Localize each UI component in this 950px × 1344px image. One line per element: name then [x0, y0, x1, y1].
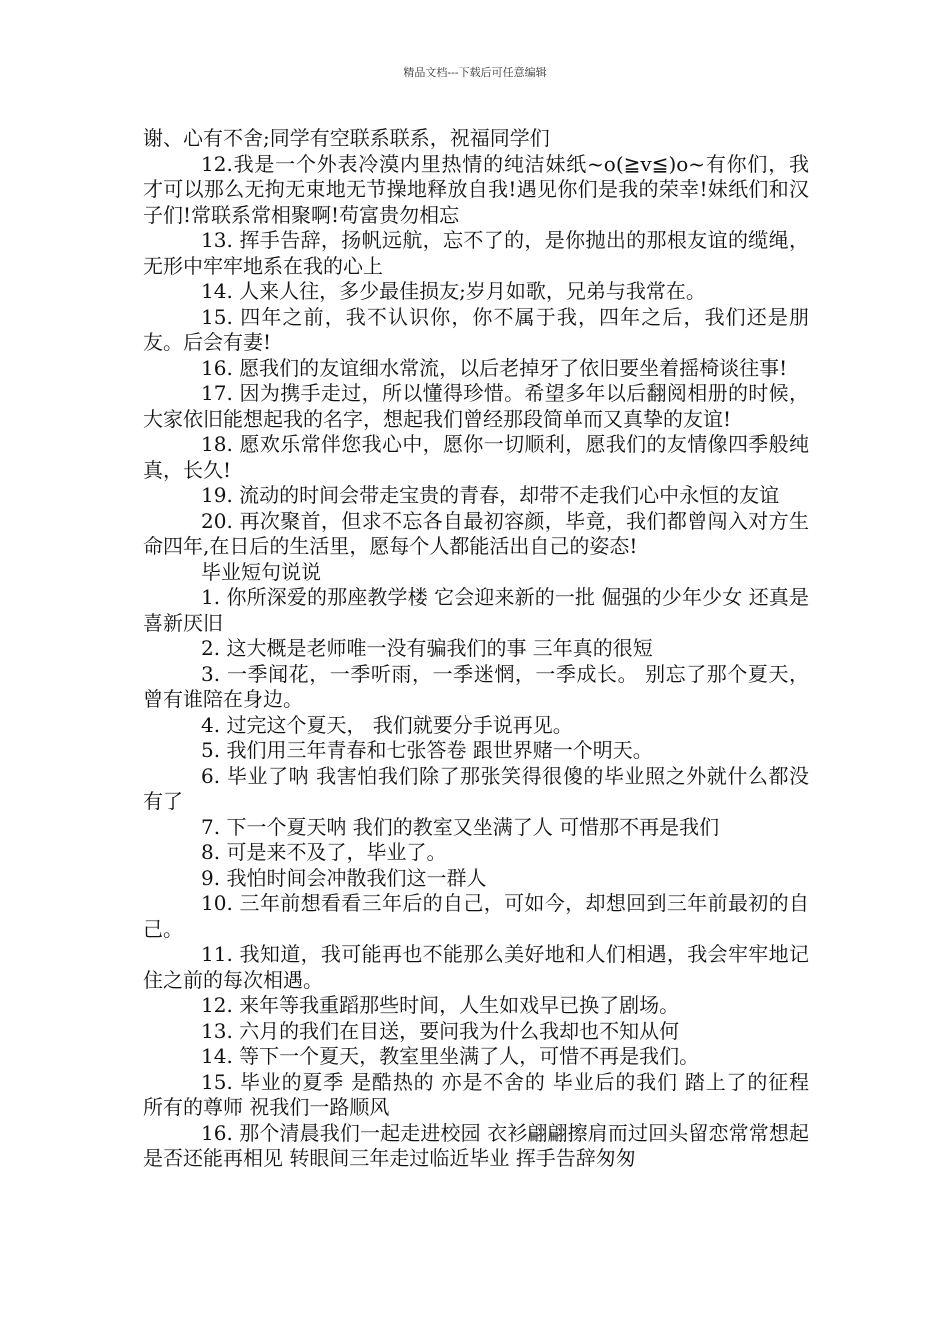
paragraph-6: 17. 因为携手走过，所以懂得珍惜。希望多年以后翻阅相册的时候，大家依旧能想起我的名字，想起我们曾经那段简单而又真挚的友谊!: [143, 381, 809, 431]
paragraph-17: 7. 下一个夏天呐 我们的教室又坐满了人 可惜那不再是我们: [201, 814, 720, 839]
paragraph-21: 11. 我知道，我可能再也不能那么美好地和人们相遇，我会牢牢地记住之前的每次相遇。: [143, 942, 809, 992]
paragraph-3: 14. 人来人往，多少最佳损友;岁月如歌，兄弟与我常在。: [201, 279, 706, 303]
paragraph-23: 13. 六月的我们在目送，要问我为什么我却也不知从何: [201, 1018, 680, 1043]
page-header: 精品文档---下载后可任意编辑: [403, 66, 547, 79]
paragraph-24: 14. 等下一个夏天，教室里坐满了人，可惜不再是我们。: [201, 1044, 700, 1068]
paragraph-12: 2. 这大概是老师唯一没有骗我们的事 三年真的很短: [201, 636, 653, 660]
paragraph-11: 1. 你所深爱的那座教学楼 它会迎来新的一批 倔强的少年少女 还真是 喜新厌旧: [143, 585, 809, 635]
paragraph-20: 10. 三年前想看看三年后的自己，可如今，却想回到三年前最初的自己。: [143, 891, 809, 941]
paragraph-1: 12.我是一个外表冷漠内里热情的纯洁妹纸~o(≧v≦)o~有你们，我才可以那么无拘无束地无节操地释放自我!遇见你们是我的荣幸!妹纸们和汉子们!常联系常相聚啊!苟富贵勿相忘: [143, 151, 809, 227]
document-body: [143, 126, 809, 1172]
paragraph-15: 5. 我们用三年青春和七张答卷 跟世界赌一个明天。: [201, 738, 653, 762]
paragraph-22: 12. 来年等我重蹈那些时间，人生如戏早已换了剧场。: [201, 993, 680, 1017]
paragraph-9: 20. 再次聚首，但求不忘各自最初容颜，毕竟，我们都曾闯入对方生命四年,在日后的生活里，愿每个人都能活出自己的姿态!: [143, 508, 809, 558]
paragraph-2: 13. 挥手告辞，扬帆远航，忘不了的，是你抛出的那根友谊的缆绳，无形中牢牢地系在我的心上: [143, 228, 809, 278]
paragraph-5: 16. 愿我们的友谊细水常流，以后老掉牙了依旧要坐着摇椅谈往事!: [201, 355, 788, 380]
paragraph-13: 3. 一季闻花，一季听雨，一季迷惘，一季成长。 别忘了那个夏天，曾有谁陪在身边。: [143, 661, 809, 711]
paragraph-18: 8. 可是来不及了，毕业了。: [201, 840, 447, 864]
paragraph-8: 19. 流动的时间会带走宝贵的青春，却带不走我们心中永恒的友谊: [201, 483, 780, 507]
paragraph-0: 谢、心有不舍;同学有空联系联系，祝福同学们: [143, 126, 550, 150]
paragraph-14: 4. 过完这个夏天， 我们就要分手说再见。: [201, 712, 573, 737]
section-heading: 毕业短句说说: [201, 559, 321, 584]
paragraph-25: 15. 毕业的夏季 是酷热的 亦是不舍的 毕业后的我们 踏上了的征程 所有的尊师 祝我们一路顺风: [143, 1069, 809, 1119]
paragraph-26: 16. 那个清晨我们一起走进校园 衣衫翩翩擦肩而过回头留恋常常想起是否还能再相见 转眼间三年走过临近毕业 挥手告辞匆匆: [143, 1120, 809, 1170]
paragraph-4: 15. 四年之前，我不认识你，你不属于我，四年之后，我们还是朋友。后会有妻!: [143, 304, 809, 354]
paragraph-16: 6. 毕业了呐 我害怕我们除了那张笑得很傻的毕业照之外就什么都没有了: [143, 763, 809, 813]
paragraph-19: 9. 我怕时间会冲散我们这一群人: [201, 865, 487, 890]
paragraph-7: 18. 愿欢乐常伴您我心中，愿你一切顺利，愿我们的友情像四季般纯真，长久!: [143, 432, 809, 482]
